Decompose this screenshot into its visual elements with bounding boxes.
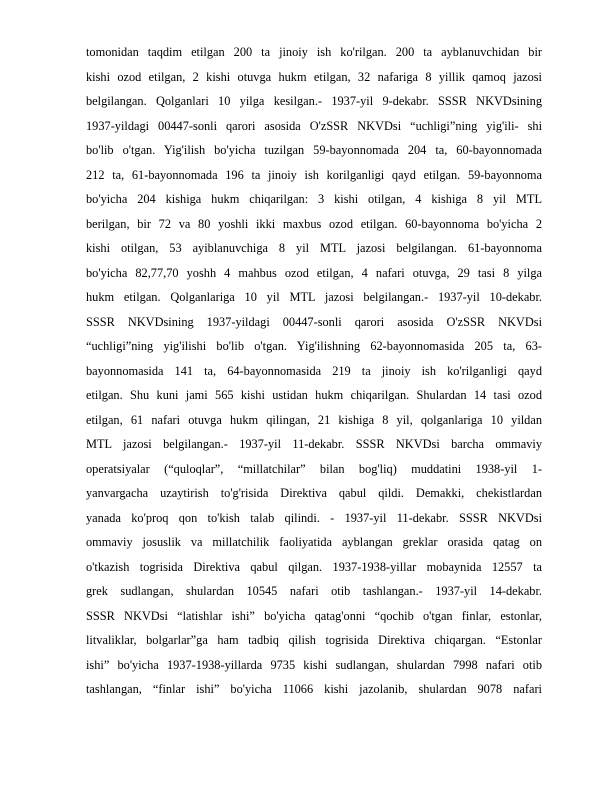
text-line: tomonidan taqdim etilgan 200 ta jinoiy ish ko'rilgan. 200 ta ayblanuvchidan bir	[86, 45, 542, 59]
text-line: ommaviy josuslik va millatchilik faoliyatida ayblangan greklar orasida qatag on	[86, 535, 542, 549]
text-line: SSSR NKVDsi “latishlar ishi” bo'yicha qatag'onni “qochib o'tgan finlar, estonlar,	[86, 608, 542, 623]
text-line: SSSR NKVDsining 1937-yildagi 00447-sonli qarori asosida O'zSSR NKVDsi	[86, 314, 542, 329]
text-line: bayonnomasida 141 ta, 64-bayonnomasida 219 ta jinoiy ish ko'rilganligi qayd	[86, 363, 542, 378]
text-line: MTL jazosi belgilangan.- 1937-yil 11-dekabr. SSSR NKVDsi barcha ommaviy	[86, 437, 542, 451]
text-line: ishi” bo'yicha 1937-1938-yillarda 9735 kishi sudlangan, shulardan 7998 nafari otib	[86, 657, 542, 672]
text-line: yanada ko'proq qon to'kish talab qilindi. - 1937-yil 11-dekabr. SSSR NKVDsi	[86, 510, 542, 525]
text-line: grek sudlangan, shulardan 10545 nafari otib tashlangan.- 1937-yil 14-dekabr.	[86, 584, 542, 598]
text-line: bo'lib o'tgan. Yig'ilish bo'yicha tuzilgan 59-bayonnomada 204 ta, 60-bayonnomada	[86, 143, 542, 157]
text-line: tashlangan, “finlar ishi” bo'yicha 11066 kishi jazolanib, shulardan 9078 nafari	[86, 682, 542, 696]
text-line: 212 ta, 61-bayonnomada 196 ta jinoiy ish korilganligi qayd etilgan. 59-bayonnoma	[86, 167, 542, 182]
text-line: litvaliklar, bolgarlar”ga ham tadbiq qilish togrisida Direktiva chiqargan. “Estonlar	[86, 633, 542, 647]
text-line: 1937-yildagi 00447-sonli qarori asosida O'zSSR NKVDsi “uchligi”ning yig'ili- shi	[86, 118, 542, 133]
text-line: etilgan. Shu kuni jami 565 kishi ustidan hukm chiqarilgan. Shulardan 14 tasi ozod	[86, 388, 542, 402]
text-line: kishi ozod etilgan, 2 kishi otuvga hukm etilgan, 32 nafariga 8 yillik qamoq jazosi	[86, 69, 542, 84]
text-line: berilgan, bir 72 va 80 yoshli ikki maxbus ozod etilgan. 60-bayonnoma bo'yicha 2	[86, 216, 542, 231]
text-line: hukm etilgan. Qolganlariga 10 yil MTL jazosi belgilangan.- 1937-yil 10-dekabr.	[86, 290, 542, 304]
text-line: operatsiyalar (“quloqlar”, “millatchilar” bilan bog'liq) muddatini 1938-yil 1-	[86, 461, 542, 476]
text-line: etilgan, 61 nafari otuvga hukm qilingan, 21 kishiga 8 yil, qolganlariga 10 yildan	[86, 412, 542, 427]
text-line: o'tkazish togrisida Direktiva qabul qilgan. 1937-1938-yillar mobaynida 12557 ta	[86, 559, 542, 574]
text-line: belgilangan. Qolganlari 10 yilga kesilgan.- 1937-yil 9-dekabr. SSSR NKVDsining	[86, 94, 542, 108]
text-line: bo'yicha 82,77,70 yoshh 4 mahbus ozod etilgan, 4 nafari otuvga, 29 tasi 8 yilga	[86, 265, 542, 280]
text-line: yanvargacha uzaytirish to'g'risida Direktiva qabul qildi. Demakki, chekistlardan	[86, 486, 542, 500]
text-line: “uchligi”ning yig'ilishi bo'lib o'tgan. Yig'ilishning 62-bayonnomasida 205 ta, 63-	[86, 339, 542, 353]
document-page	[86, 40, 542, 702]
text-line: kishi otilgan, 53 ayiblanuvchiga 8 yil MTL jazosi belgilangan. 61-bayonnoma	[86, 241, 542, 255]
text-line: bo'yicha 204 kishiga hukm chiqarilgan: 3 kishi otilgan, 4 kishiga 8 yil MTL	[86, 192, 542, 206]
